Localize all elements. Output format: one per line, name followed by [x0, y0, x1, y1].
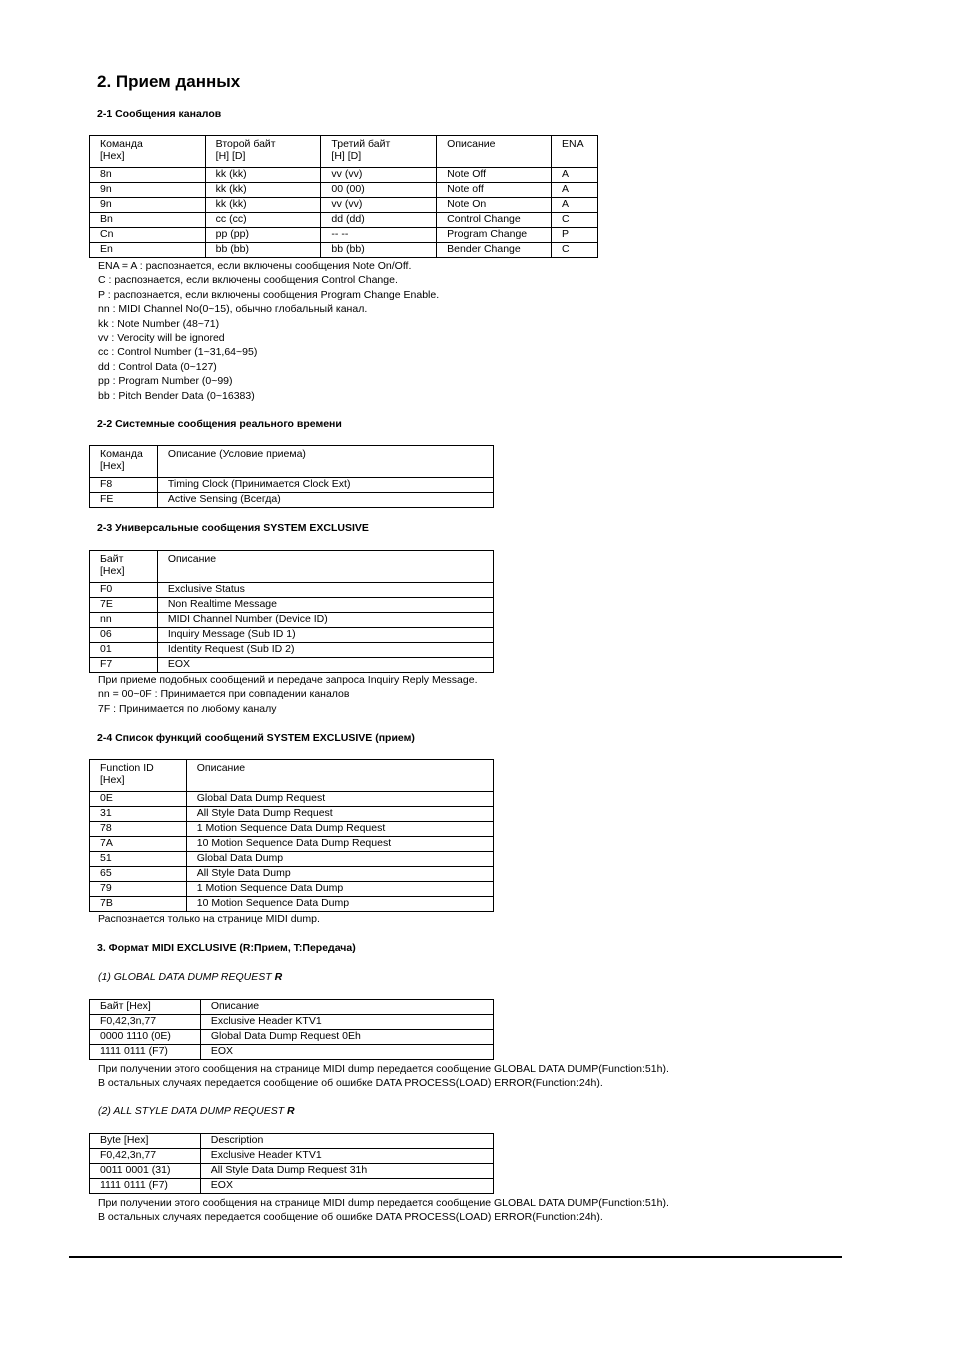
all-style-dump-request-table	[89, 1133, 494, 1194]
table-cell: 7A	[90, 837, 187, 852]
table-cell: Identity Request (Sub ID 2)	[157, 643, 493, 658]
table-row	[90, 213, 598, 228]
note-line: pp : Program Number (0~99)	[98, 375, 233, 388]
table-cell: 7E	[90, 598, 158, 613]
table-cell: 51	[90, 852, 187, 867]
table-header-cell: Команда [Hex]	[90, 136, 206, 168]
table-row	[90, 1045, 494, 1060]
table-cell: bb (bb)	[321, 243, 437, 258]
table-cell: Bn	[90, 213, 206, 228]
page-title: 2. Прием данных	[97, 72, 241, 91]
table-row	[90, 1030, 494, 1045]
table-header-cell: Третий байт [H] [D]	[321, 136, 437, 168]
note-line: При приеме подобных сообщений и передаче запроса Inquiry Reply Message.	[98, 674, 478, 686]
table-cell: Exclusive Header KTV1	[200, 1149, 493, 1164]
table-cell: F0	[90, 583, 158, 598]
table-header-cell: Описание (Условие приема)	[157, 446, 493, 478]
note-line: При получении этого сообщения на странице MIDI dump передается сообщение GLOBAL DATA DUMP(Function:51h).	[98, 1063, 669, 1075]
table-header-cell: Function ID [Hex]	[90, 760, 187, 792]
section-2-4-heading: 2-4 Список функций сообщений SYSTEM EXCLUSIVE (прием)	[97, 732, 415, 744]
table-cell: MIDI Channel Number (Device ID)	[157, 613, 493, 628]
table-cell: 0E	[90, 792, 187, 807]
table-cell: 10 Motion Sequence Data Dump	[186, 897, 493, 912]
table-cell: nn	[90, 613, 158, 628]
global-dump-request-table	[89, 999, 494, 1060]
table-row	[90, 1164, 494, 1179]
note-line: ENA = A : распознается, если включены сообщения Note On/Off.	[98, 260, 412, 272]
table-cell: Cn	[90, 228, 206, 243]
footer-rule	[69, 1256, 842, 1258]
table-cell: 1 Motion Sequence Data Dump Request	[186, 822, 493, 837]
table-cell: vv (vv)	[321, 168, 437, 183]
table-cell: C	[552, 213, 598, 228]
sysex-function-table	[89, 759, 494, 912]
all-style-dump-request-notes	[98, 1196, 669, 1225]
note-line: P : распознается, если включены сообщения Program Change Enable.	[98, 288, 440, 301]
table-cell: 8n	[90, 168, 206, 183]
table-cell: F0,42,3n,77	[90, 1149, 201, 1164]
table-row	[90, 882, 494, 897]
table-header-cell: Описание	[437, 136, 552, 168]
table-row	[90, 643, 494, 658]
table-header-cell: Байт [Hex]	[90, 551, 158, 583]
table-header-cell: Описание	[157, 551, 493, 583]
table-cell: Note On	[437, 198, 552, 213]
table-cell: EOX	[200, 1179, 493, 1194]
table-row	[90, 243, 598, 258]
note-line: kk : Note Number (48~71)	[98, 317, 220, 330]
note-line: nn = 00~0F : Принимается при совпадении каналов	[98, 688, 350, 701]
table-cell: Bender Change	[437, 243, 552, 258]
table-row	[90, 613, 494, 628]
table-cell: FE	[90, 493, 158, 508]
table-header-cell: Второй байт [H] [D]	[205, 136, 321, 168]
table-cell: EOX	[200, 1045, 493, 1060]
table-cell: Non Realtime Message	[157, 598, 493, 613]
table-cell: 78	[90, 822, 187, 837]
section-3-heading: 3. Формат MIDI EXCLUSIVE (R:Прием, T:Передача)	[97, 942, 356, 954]
realtime-messages-table	[89, 445, 494, 508]
table-header-cell: Byte [Hex]	[90, 1134, 201, 1149]
table-row	[90, 658, 494, 673]
table-cell: 1 Motion Sequence Data Dump	[186, 882, 493, 897]
table-row	[90, 183, 598, 198]
table-cell: Active Sensing (Всегда)	[157, 493, 493, 508]
table-row	[90, 198, 598, 213]
table-row	[90, 168, 598, 183]
table-row	[90, 852, 494, 867]
note-line: Распознается только на странице MIDI dump.	[98, 913, 320, 925]
table-cell: All Style Data Dump Request	[186, 807, 493, 822]
note-line: nn : MIDI Channel No(0~15), обычно глобальный канал.	[98, 303, 368, 316]
table-cell: kk (kk)	[205, 183, 321, 198]
table-cell: Global Data Dump Request	[186, 792, 493, 807]
table-row	[90, 1179, 494, 1194]
table-header-cell: Байт [Hex]	[90, 1000, 201, 1015]
section-2-3-heading: 2-3 Универсальные сообщения SYSTEM EXCLUSIVE	[97, 522, 369, 534]
table-cell: 1111 0111 (F7)	[90, 1045, 201, 1060]
table-cell: 00 (00)	[321, 183, 437, 198]
table-row	[90, 897, 494, 912]
table-row	[90, 1015, 494, 1030]
table-row	[90, 837, 494, 852]
table-cell: All Style Data Dump Request 31h	[200, 1164, 493, 1179]
note-line: bb : Pitch Bender Data (0~16383)	[98, 389, 255, 402]
table-cell: Timing Clock (Принимается Clock Ext)	[157, 478, 493, 493]
table-cell: F8	[90, 478, 158, 493]
table-cell: 1111 0111 (F7)	[90, 1179, 201, 1194]
table-cell: 31	[90, 807, 187, 822]
table-cell: kk (kk)	[205, 198, 321, 213]
global-dump-request-heading: (1) GLOBAL DATA DUMP REQUEST R	[98, 971, 283, 983]
global-dump-request-notes	[98, 1062, 669, 1091]
table-cell: A	[552, 183, 598, 198]
note-line: C : распознается, если включены сообщения Control Change.	[98, 274, 398, 287]
table-cell: bb (bb)	[205, 243, 321, 258]
table-cell: Control Change	[437, 213, 552, 228]
table-row	[90, 1149, 494, 1164]
table-cell: 9n	[90, 198, 206, 213]
note-line: В остальных случаях передается сообщение об ошибке DATA PROCESS(LOAD) ERROR(Function:24h).	[98, 1077, 603, 1090]
table-cell: P	[552, 228, 598, 243]
all-style-dump-request-heading: (2) ALL STYLE DATA DUMP REQUEST R	[98, 1105, 295, 1117]
sysex-function-notes	[98, 912, 320, 926]
table-cell: F0,42,3n,77	[90, 1015, 201, 1030]
table-cell: 79	[90, 882, 187, 897]
note-line: cc : Control Number (1~31,64~95)	[98, 346, 258, 359]
table-cell: C	[552, 243, 598, 258]
table-cell: 0000 1110 (0E)	[90, 1030, 201, 1045]
table-cell: dd (dd)	[321, 213, 437, 228]
table-cell: 0011 0001 (31)	[90, 1164, 201, 1179]
table-row	[90, 867, 494, 882]
table-cell: pp (pp)	[205, 228, 321, 243]
table-header-cell: ENA	[552, 136, 598, 168]
table-header-cell: Описание	[186, 760, 493, 792]
table-cell: Exclusive Header KTV1	[200, 1015, 493, 1030]
note-line: dd : Control Data (0~127)	[98, 360, 217, 373]
table-cell: All Style Data Dump	[186, 867, 493, 882]
table-row	[90, 598, 494, 613]
table-cell: EOX	[157, 658, 493, 673]
table-header-cell: Описание	[200, 1000, 493, 1015]
universal-sysex-notes	[98, 673, 478, 716]
table-cell: cc (cc)	[205, 213, 321, 228]
universal-sysex-table	[89, 550, 494, 673]
table-cell: A	[552, 168, 598, 183]
channel-messages-table	[89, 135, 598, 258]
table-cell: 65	[90, 867, 187, 882]
table-row	[90, 583, 494, 598]
table-cell: Program Change	[437, 228, 552, 243]
note-line: 7F : Принимается по любому каналу	[98, 702, 277, 715]
table-cell: kk (kk)	[205, 168, 321, 183]
note-line: vv : Verocity will be ignored	[98, 332, 225, 345]
table-cell: 7B	[90, 897, 187, 912]
table-cell: Exclusive Status	[157, 583, 493, 598]
table-row	[90, 478, 494, 493]
table-row	[90, 792, 494, 807]
table-cell: Note off	[437, 183, 552, 198]
table-row	[90, 628, 494, 643]
section-2-1-heading: 2-1 Сообщения каналов	[97, 108, 222, 120]
table-header-cell: Команда [Hex]	[90, 446, 158, 478]
table-cell: 06	[90, 628, 158, 643]
table-cell: Note Off	[437, 168, 552, 183]
table-cell: A	[552, 198, 598, 213]
table-cell: 10 Motion Sequence Data Dump Request	[186, 837, 493, 852]
channel-messages-notes	[98, 259, 439, 403]
table-header-cell: Description	[200, 1134, 493, 1149]
table-row	[90, 493, 494, 508]
table-cell: 9n	[90, 183, 206, 198]
table-cell: Global Data Dump Request 0Eh	[200, 1030, 493, 1045]
note-line: При получении этого сообщения на странице MIDI dump передается сообщение GLOBAL DATA DUMP(Function:51h).	[98, 1197, 669, 1209]
note-line: В остальных случаях передается сообщение об ошибке DATA PROCESS(LOAD) ERROR(Function:24h).	[98, 1211, 603, 1224]
table-cell: F7	[90, 658, 158, 673]
table-cell: En	[90, 243, 206, 258]
table-row	[90, 807, 494, 822]
table-row	[90, 822, 494, 837]
table-cell: -- --	[321, 228, 437, 243]
table-cell: Inquiry Message (Sub ID 1)	[157, 628, 493, 643]
table-row	[90, 228, 598, 243]
table-cell: 01	[90, 643, 158, 658]
table-cell: Global Data Dump	[186, 852, 493, 867]
table-cell: vv (vv)	[321, 198, 437, 213]
section-2-2-heading: 2-2 Системные сообщения реального времени	[97, 418, 342, 430]
